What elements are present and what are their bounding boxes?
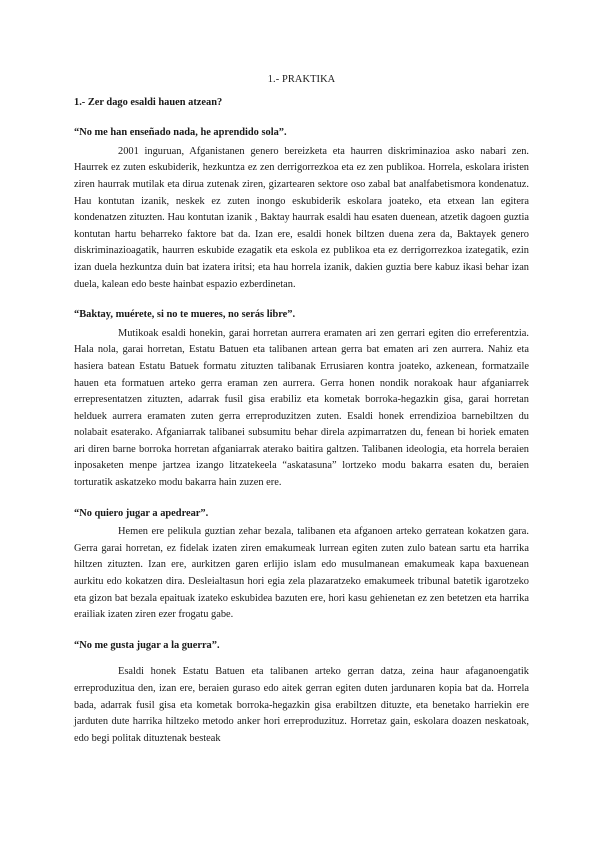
section-quote: “No me han enseñado nada, he aprendido sola”. <box>74 127 287 139</box>
section-paragraph: 2001 inguruan, Afganistanen genero bereizketa eta haurren diskriminazioa asko nabari zen. Haurrek ez zuten eskubiderik, hezkuntza ez zen derrigorrezkoa eta ez zen publikoa. Horrela, eskolara iristen ziren haurrak mutilak eta dirua zutenak ziren, gizartearen sektore oso zabal bat analfabetismora kondenatuz. Hau kontutan izanik, neskek ez zuten inongo eskubiderik eskolara joateko, eta etxean lan egitera kondenatzen zituzten. Hau kontutan izanik , Baktay haurrak esaldi hau esaten duenean, atzetik dagoen guztia kontutan hartu beharreko faktore bat da. Izan ere, esaldi honek biltzen duena zera da, Baktayek genero diskriminazioagatik, haurren eskubide ezagatik eta eskola ez publikoa eta ez derrigorrezkoa izategatik, ezin izan duela hezkuntza duin bat izatera iritsi; eta hau horrela izanik, dakien guztia bere kabuz ikasi behar izan duela, kalean edo beste hainbat espazio ezberdinetan. <box>74 145 529 290</box>
document-title: 1.- PRAKTIKA <box>267 74 336 85</box>
section-quote: “No me gusta jugar a la guerra”. <box>74 639 220 651</box>
document-body <box>74 72 529 761</box>
section-4 <box>74 638 529 748</box>
section-2 <box>74 307 529 492</box>
section-paragraph: Mutikoak esaldi honekin, garai horretan aurrera eramaten ari zen gerrari egiten dio erreferentzia. Hala nola, garai horretan, Estatu Batuen eta talibanen artean gerra bat ematen ari zen aurrera. Nahiz eta hasiera batean Estatu Batuek formatu zituzten talibanak Errusiaren kontra joateko, azkenean, formatzaile hauen eta formatuen arteko gerra eraman zen aurrera. Gerra honen nondik norakoak haur afganiarrek errepresentatzen zituzten, adarrak fusil gisa erabiliz eta kometak borroka-hegazkin gisa, garai horretan helduek aurrera eramaten zuten gerra erreproduzitzen zuten. Esaldi honek errendizioa barnebiltzen du nolabait esaterako. Afganiarrak talibanei subsumitu behar direla azpimarratzen du, fenean bi horiek ematen ari diren barne borroka horretan afganiarrak aterako baitira galtzen. Talibanen ideologia, eta horrela beraien inposaketen menpe jartzea izango litzatekeela “askatasuna” lortzeko modu bakarra esaten du, beraien torturatik askatzeko modu bakarra hain zuzen ere. <box>74 327 529 489</box>
question-heading: 1.- Zer dago esaldi hauen atzean? <box>74 96 223 108</box>
section-3 <box>74 506 529 624</box>
section-paragraph: Hemen ere pelikula guztian zehar bezala, talibanen eta afganoen arteko gerratean kokatzen gara. Gerra garai horretan, ez fidelak izaten ziren emakumeak lurrean egiten zuten zulo batean sartu eta harrika hiltzen zituzten. Izan ere, aurkitzen garen erlijio islam edo musulmanean emakumeak kapa baxuenean aurkitu edo kokatzen dira. Desleialtasun hori egia zela plazaratzeko emakumeek tribunal batetik igarotzeko eta gizon bat bezala epaituak izateko eskubidea bazuten ere, hori kasu gehienetan ez zen betetzen eta harrika erailiak izaten ziren ezer frogatu gabe. <box>74 526 529 621</box>
section-1 <box>74 125 529 293</box>
section-quote: “Baktay, muérete, si no te mueres, no serás libre”. <box>74 309 296 321</box>
section-quote: “No quiero jugar a apedrear”. <box>74 507 209 519</box>
section-paragraph: Esaldi honek Estatu Batuen eta talibanen arteko gerran datza, zeina haur afaganoengatik erreproduzitua den, izan ere, beraien guraso edo aitek gerran egiten duten jardunaren kopia bat da. Horrela bada, adarrak fusil gisa eta kometak borroka-hegazkin gisa erabiltzen dituzte, eta benetako harriekin ere jarduten dute harrika hiltzeko metodo anker hori erreproduzituz. Horretaz gain, eskolara doazen neskatoak, edo begi politak dituztenak besteak <box>74 666 529 744</box>
